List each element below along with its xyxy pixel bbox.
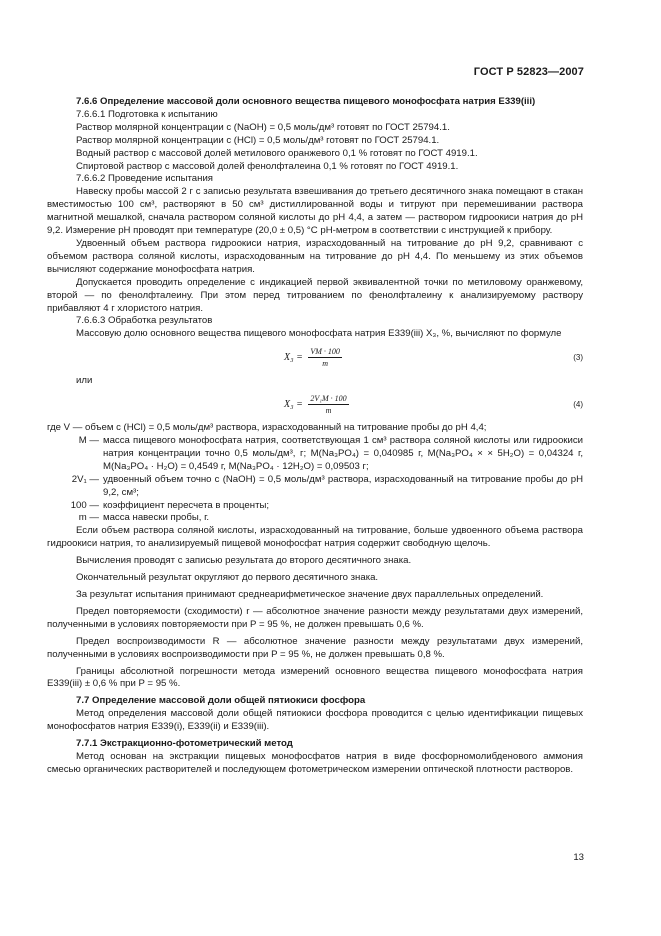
- formula-3-numerator: VM · 100: [310, 347, 340, 357]
- section-7-6-6-3: 7.6.6.3 Обработка результатов: [76, 315, 213, 327]
- standard-id: ГОСТ Р 52823—2007: [473, 66, 584, 78]
- section-7-7-1-title: 7.7.1 Экстракционно-фотометрический метод: [76, 738, 293, 750]
- paragraph: Вычисления проводят с записью результата до второго десятичного знака.: [76, 555, 412, 567]
- section-7-6-6-1: 7.6.6.1 Подготовка к испытанию: [76, 108, 218, 120]
- paragraph: Окончательный результат округляют до первого десятичного знака.: [76, 572, 379, 584]
- paragraph: Удвоенный объем раствора гидроокиси натрия, израсходованный на титрование до рН 9,2, сравнивают с объемом раствора соляной кислоты, израсходованным на титрование до рН 4,4. По меньшему из этих объемов вычисляют содержание монофосфата натрия.: [47, 237, 583, 275]
- formula-3: [47, 346, 583, 370]
- definition-term: 100 —: [70, 499, 99, 511]
- paragraph: Водный раствор с массовой долей метилового оранжевого 0,1 % готовят по ГОСТ 4919.1.: [76, 147, 478, 159]
- paragraph: Допускается проводить определение с индикацией первой эквивалентной точки по метиловому оранжевому, второй — по фенолфталеину. При этом перед титрованием по фенолфталеину к анализируемому раствору прибавляют 4 г хлористого натрия.: [47, 276, 583, 314]
- definition-100: [47, 500, 583, 513]
- paragraph: Границы абсолютной погрешности метода измерений основного вещества пищевого монофосфата натрия Е339(iii) ± 0,6 % при P = 95 %.: [47, 665, 583, 690]
- paragraph: Раствор молярной концентрации с (HCl) = 0,5 моль/дм³ готовят по ГОСТ 25794.1.: [76, 134, 440, 146]
- paragraph: Предел повторяемости (сходимости) r — абсолютное значение разности между результатами двух измерений, полученными в условиях повторяемости при P = 95 %, не должен превышать 0,6 %.: [47, 605, 583, 630]
- formula-4-lhs: X₃ =: [284, 398, 303, 410]
- definition-desc: масса навески пробы, г.: [103, 512, 210, 524]
- formula-3-lhs: X₃ =: [284, 352, 303, 364]
- formula-4: [47, 393, 583, 417]
- definition-term: 2V₁ —: [71, 473, 99, 485]
- formula-4-number: (4): [573, 400, 583, 410]
- formula-4-fraction: [308, 393, 348, 416]
- definition-desc: коэффициент пересчета в проценты;: [103, 499, 270, 511]
- definition-term: M —: [78, 435, 99, 447]
- formula-4-denominator: m: [325, 406, 332, 416]
- formula-3-number: (3): [573, 353, 583, 363]
- definition-desc: удвоенный объем точно с (NaOH) = 0,5 моль/дм³ раствора, израсходованный на титрование пробы до рН 9,2, см³;: [103, 473, 583, 498]
- definition-2V1: [47, 474, 583, 500]
- paragraph: Раствор молярной концентрации с (NaOH) = 0,5 моль/дм³ готовят по ГОСТ 25794.1.: [76, 121, 450, 133]
- definitions-intro: где V — объем с (HCl) = 0,5 моль/дм³ раствора, израсходованный на титрование пробы до рН 4,4;: [47, 422, 487, 434]
- paragraph: За результат испытания принимают среднеарифметическое значение двух параллельных определений.: [76, 589, 544, 600]
- paragraph: Предел воспроизводимости R — абсолютное значение разности между результатами двух измерений, полученными в условиях воспроизводимости при P = 95 %, не должен превышать 0,8 %.: [47, 635, 583, 660]
- section-7-6-6-2: 7.6.6.2 Проведение испытания: [76, 173, 213, 185]
- definition-desc: масса пищевого монофосфата натрия, соответствующая 1 см³ раствора соляной кислоты или гидроокиси натрия концентрации точно 0,5 моль/дм³, г; M(Na₃PO₄) = 0,040985 г, M(Na₃PO₄ × × 5H₂O) = 0,04324 г, M(Na₃PO₄ · H₂O) = 0,4549 г, M(Na₃PO₄ · 12H₂O) = 0,09503 г;: [103, 435, 583, 472]
- paragraph: Метод основан на экстракции пищевых монофосфатов натрия в виде фосфорномолибденового аммония смесью органических растворителей и последующем фотометрическом измерении оптической плотности растворов.: [47, 750, 583, 775]
- paragraph: Спиртовой раствор с массовой долей фенолфталеина 0,1 % готовят по ГОСТ 4919.1.: [76, 160, 459, 172]
- definition-M: [47, 435, 583, 474]
- or-word: или: [76, 375, 93, 387]
- formula-3-fraction: [308, 346, 342, 369]
- paragraph: Если объем раствора соляной кислоты, израсходованный на титрование, больше удвоенного объема раствора гидроокиси натрия, то анализируемый пищевой монофосфат натрия содержит свободную щелочь.: [47, 525, 583, 550]
- definition-m: [47, 512, 583, 525]
- formula-3-denominator: m: [322, 359, 329, 369]
- paragraph: Навеску пробы массой 2 г с записью результата взвешивания до третьего десятичного знака помещают в стакан вместимостью 100 см³, растворяют в 50 см³ дистиллированной воды и титруют при перемешивании раствора магнитной мешалкой, сначала раствором соляной кислоты до рН 4,4, а затем — раствором гидроокиси натрия до рН 9,2. Измерение рН проводят при температуре (20,0 ± 0,5) °С рН-метром в соответствии с инструкцией к прибору.: [47, 186, 583, 237]
- formula-4-numerator: 2V₁M · 100: [310, 394, 347, 404]
- section-7-7-title: 7.7 Определение массовой доли общей пятиокиси фосфора: [76, 695, 366, 707]
- document-body: [47, 96, 583, 777]
- paragraph: Массовую долю основного вещества пищевого монофосфата натрия Е339(iii) X₃, %, вычисляют по формуле: [76, 328, 562, 340]
- definition-term: m —: [78, 512, 99, 524]
- section-7-6-6-title: 7.6.6 Определение массовой доли основного вещества пищевого монофосфата натрия Е339(iii): [76, 96, 536, 107]
- page-number: 13: [573, 852, 584, 863]
- paragraph: Метод определения массовой доли общей пятиокиси фосфора проводится с целью идентификации пищевых монофосфатов натрия Е339(i), Е339(ii) и Е339(iii).: [47, 708, 583, 733]
